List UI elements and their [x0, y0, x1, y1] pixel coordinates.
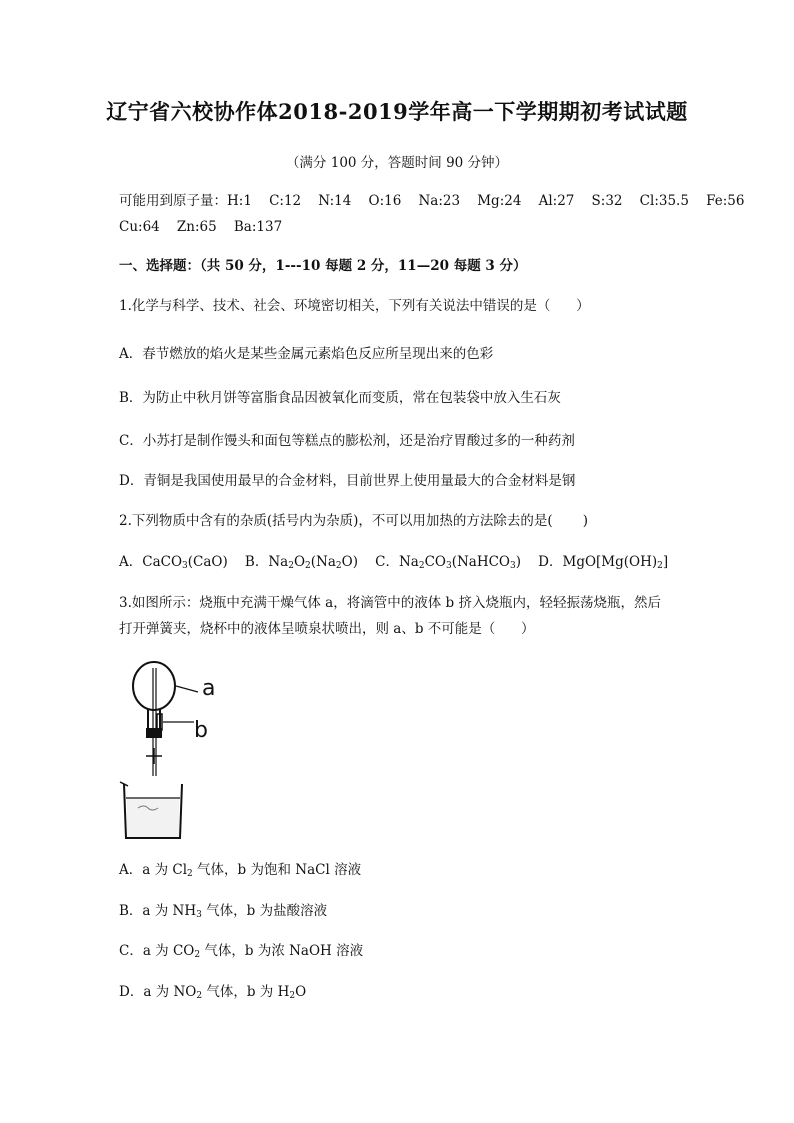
question-1-option-a: A．春节燃放的焰火是某些金属元素焰色反应所呈现出来的色彩: [119, 346, 494, 362]
question-3-stem-line-1: 3.如图所示：烧瓶中充满干燥气体 a，将滴管中的液体 b 挤入烧瓶内，轻轻振荡烧瓶，然后: [119, 595, 661, 611]
question-3-stem-line-2: 打开弹簧夹，烧杯中的液体呈喷泉状喷出，则 a、b 不可能是（ ）: [119, 621, 535, 637]
question-3-option-c: C．a 为 $CO_2$ 气体，b 为浓 NaOH 溶液: [119, 943, 364, 960]
question-1-stem: 1.化学与科学、技术、社会、环境密切相关，下列有关说法中错误的是（ ）: [119, 298, 590, 314]
question-3-option-a: A．a 为 $Cl_2$ 气体，b 为饱和 NaCl 溶液: [119, 862, 362, 879]
atomic-masses-line-1: 可能用到原子量：H:1 C:12 N:14 O:16 Na:23 Mg:24 Al:27 S:32 Cl:35.5 Fe:56: [119, 193, 745, 209]
question-3-option-d: D．a 为 $NO_2$ 气体，b 为 $H_2O$: [119, 984, 307, 1001]
atomic-masses-line-2: Cu:64 Zn:65 Ba:137: [119, 219, 283, 235]
question-2-options: A．CaCO$_3$(CaO) B．$Na_2O_2(Na_2O)$ C．$Na_2CO_3(NaHCO_3)$ D．$MgO[Mg(OH)_2]$: [119, 554, 669, 571]
label-b: b: [194, 718, 208, 743]
question-1-option-b: B．为防止中秋月饼等富脂食品因被氧化而变质，常在包装袋中放入生石灰: [119, 390, 561, 406]
question-1-option-d: D．青铜是我国使用最早的合金材料，目前世界上使用量最大的合金材料是钢: [119, 473, 576, 489]
section-title: 一、选择题：（共 50 分，1---10 每题 2 分，11—20 每题 3 分）: [119, 258, 527, 274]
page-title: 辽宁省六校协作体2018-2019学年高一下学期期初考试试题: [106, 99, 688, 124]
question-2-stem: 2.下列物质中含有的杂质(括号内为杂质)，不可以用加热的方法除去的是( ): [119, 513, 588, 529]
question-3-option-b: B．a 为 $NH_3$ 气体，b 为盐酸溶液: [119, 903, 328, 920]
apparatus-drawing: [116, 656, 236, 844]
question-1-option-c: C．小苏打是制作馒头和面包等糕点的膨松剂，还是治疗胃酸过多的一种药剂: [119, 433, 575, 449]
fountain-experiment-diagram: [116, 656, 236, 844]
exam-info: （满分 100 分，答题时间 90 分钟）: [285, 155, 509, 171]
label-a: a: [202, 676, 216, 701]
